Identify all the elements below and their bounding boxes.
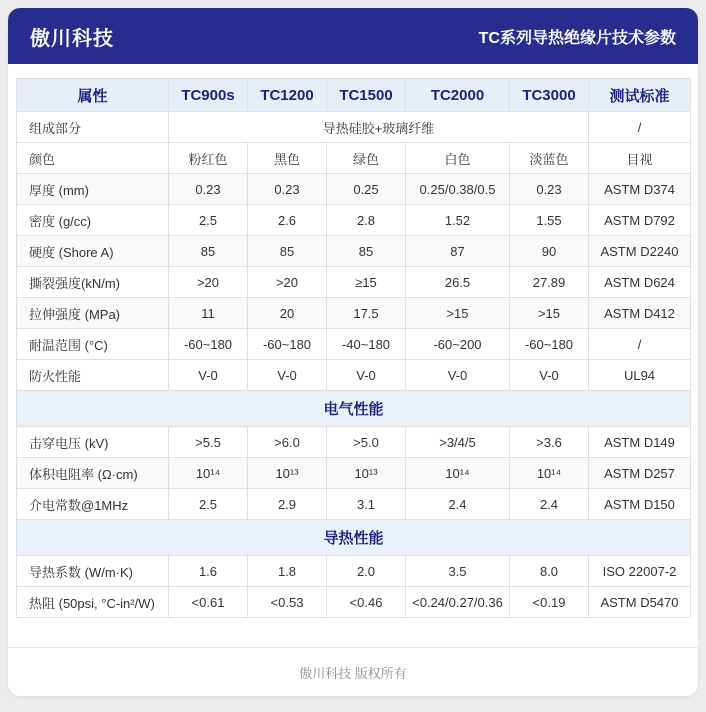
table-row-breakdown-voltage bbox=[17, 427, 691, 458]
value-cell: 淡蓝色 bbox=[510, 143, 589, 174]
table-row-color bbox=[17, 143, 691, 174]
table-row-volume-resistivity bbox=[17, 458, 691, 489]
value-cell: 17.5 bbox=[327, 298, 406, 329]
table-row-flame-rating bbox=[17, 360, 691, 391]
spec-table bbox=[16, 78, 691, 618]
value-cell: 8.0 bbox=[510, 556, 589, 587]
value-cell: 2.5 bbox=[169, 205, 248, 236]
value-cell: <0.19 bbox=[510, 587, 589, 618]
value-cell: 黑色 bbox=[248, 143, 327, 174]
value-cell: 20 bbox=[248, 298, 327, 329]
row-label: 导热系数 (W/m·K) bbox=[17, 556, 169, 587]
copyright-text: 傲川科技 版权所有 bbox=[299, 665, 407, 681]
table-row-thermal-conductivity bbox=[17, 556, 691, 587]
value-cell: >5.5 bbox=[169, 427, 248, 458]
value-cell: 10¹³ bbox=[327, 458, 406, 489]
standard-cell: UL94 bbox=[589, 360, 691, 391]
value-cell: 10¹⁴ bbox=[510, 458, 589, 489]
value-cell: 10¹³ bbox=[248, 458, 327, 489]
value-cell: V-0 bbox=[327, 360, 406, 391]
value-cell: 3.5 bbox=[406, 556, 510, 587]
column-header-tc2000: TC2000 bbox=[406, 79, 510, 112]
value-cell: 0.23 bbox=[169, 174, 248, 205]
value-cell: 2.4 bbox=[406, 489, 510, 520]
value-cell: V-0 bbox=[169, 360, 248, 391]
value-cell: 1.52 bbox=[406, 205, 510, 236]
value-cell: -60~180 bbox=[510, 329, 589, 360]
value-cell: 2.6 bbox=[248, 205, 327, 236]
row-label: 拉伸强度 (MPa) bbox=[17, 298, 169, 329]
value-cell: 绿色 bbox=[327, 143, 406, 174]
value-cell: >6.0 bbox=[248, 427, 327, 458]
footer bbox=[8, 647, 698, 696]
value-cell: 2.4 bbox=[510, 489, 589, 520]
brand-title: 傲川科技 bbox=[30, 27, 114, 50]
value-cell: 85 bbox=[169, 236, 248, 267]
row-label: 厚度 (mm) bbox=[17, 174, 169, 205]
value-cell: -60~180 bbox=[169, 329, 248, 360]
value-cell: -60~180 bbox=[248, 329, 327, 360]
header-bar bbox=[8, 8, 698, 64]
value-cell: 26.5 bbox=[406, 267, 510, 298]
standard-cell: ASTM D257 bbox=[589, 458, 691, 489]
row-label: 撕裂强度(kN/m) bbox=[17, 267, 169, 298]
value-cell: V-0 bbox=[248, 360, 327, 391]
section-title: 导热性能 bbox=[17, 520, 691, 556]
value-cell: 1.6 bbox=[169, 556, 248, 587]
page-title: TC系列导热绝缘片技术参数 bbox=[478, 29, 676, 47]
table-header-row bbox=[17, 79, 691, 112]
value-cell: 27.89 bbox=[510, 267, 589, 298]
value-cell: 2.5 bbox=[169, 489, 248, 520]
value-cell: 1.8 bbox=[248, 556, 327, 587]
value-cell: <0.46 bbox=[327, 587, 406, 618]
column-header-tc1200: TC1200 bbox=[248, 79, 327, 112]
standard-cell: ASTM D2240 bbox=[589, 236, 691, 267]
value-cell: >3.6 bbox=[510, 427, 589, 458]
value-cell: V-0 bbox=[510, 360, 589, 391]
value-cell: 0.23 bbox=[510, 174, 589, 205]
merged-cell: 导热硅胶+玻璃纤维 bbox=[169, 112, 589, 143]
standard-cell: ISO 22007-2 bbox=[589, 556, 691, 587]
value-cell: 11 bbox=[169, 298, 248, 329]
value-cell: 85 bbox=[327, 236, 406, 267]
table-row-dielectric-constant bbox=[17, 489, 691, 520]
standard-cell: ASTM D149 bbox=[589, 427, 691, 458]
value-cell: >3/4/5 bbox=[406, 427, 510, 458]
column-header-tc3000: TC3000 bbox=[510, 79, 589, 112]
table-row-thickness bbox=[17, 174, 691, 205]
value-cell: >15 bbox=[406, 298, 510, 329]
section-header-thermal bbox=[17, 520, 691, 556]
standard-cell: ASTM D150 bbox=[589, 489, 691, 520]
row-label: 耐温范围 (°C) bbox=[17, 329, 169, 360]
value-cell: 2.8 bbox=[327, 205, 406, 236]
table-row-density bbox=[17, 205, 691, 236]
column-header-tc1500: TC1500 bbox=[327, 79, 406, 112]
value-cell: >5.0 bbox=[327, 427, 406, 458]
value-cell: 3.1 bbox=[327, 489, 406, 520]
table-container bbox=[8, 64, 698, 618]
standard-cell: ASTM D792 bbox=[589, 205, 691, 236]
row-label: 硬度 (Shore A) bbox=[17, 236, 169, 267]
value-cell: 白色 bbox=[406, 143, 510, 174]
row-label: 组成部分 bbox=[17, 112, 169, 143]
table-row-composition bbox=[17, 112, 691, 143]
standard-cell: 目视 bbox=[589, 143, 691, 174]
standard-cell: / bbox=[589, 329, 691, 360]
value-cell: 2.0 bbox=[327, 556, 406, 587]
value-cell: V-0 bbox=[406, 360, 510, 391]
value-cell: 0.23 bbox=[248, 174, 327, 205]
value-cell: <0.24/0.27/0.36 bbox=[406, 587, 510, 618]
value-cell: 85 bbox=[248, 236, 327, 267]
value-cell: >20 bbox=[248, 267, 327, 298]
value-cell: <0.53 bbox=[248, 587, 327, 618]
value-cell: -60~200 bbox=[406, 329, 510, 360]
value-cell: -40~180 bbox=[327, 329, 406, 360]
spec-card bbox=[8, 8, 698, 696]
value-cell: 0.25 bbox=[327, 174, 406, 205]
column-header-tc900s: TC900s bbox=[169, 79, 248, 112]
value-cell: 0.25/0.38/0.5 bbox=[406, 174, 510, 205]
value-cell: <0.61 bbox=[169, 587, 248, 618]
row-label: 击穿电压 (kV) bbox=[17, 427, 169, 458]
row-label: 颜色 bbox=[17, 143, 169, 174]
value-cell: 10¹⁴ bbox=[169, 458, 248, 489]
column-header-attribute: 属性 bbox=[17, 79, 169, 112]
value-cell: 1.55 bbox=[510, 205, 589, 236]
row-label: 介电常数@1MHz bbox=[17, 489, 169, 520]
value-cell: >20 bbox=[169, 267, 248, 298]
standard-cell: ASTM D412 bbox=[589, 298, 691, 329]
row-label: 热阻 (50psi, °C-in²/W) bbox=[17, 587, 169, 618]
standard-cell: / bbox=[589, 112, 691, 143]
row-label: 防火性能 bbox=[17, 360, 169, 391]
table-row-thermal-resistance bbox=[17, 587, 691, 618]
table-row-temperature-range bbox=[17, 329, 691, 360]
value-cell: 2.9 bbox=[248, 489, 327, 520]
value-cell: 87 bbox=[406, 236, 510, 267]
table-row-hardness bbox=[17, 236, 691, 267]
value-cell: ≥15 bbox=[327, 267, 406, 298]
column-header-standard: 测试标准 bbox=[589, 79, 691, 112]
standard-cell: ASTM D624 bbox=[589, 267, 691, 298]
table-row-tensile-strength bbox=[17, 298, 691, 329]
row-label: 密度 (g/cc) bbox=[17, 205, 169, 236]
value-cell: 粉红色 bbox=[169, 143, 248, 174]
standard-cell: ASTM D5470 bbox=[589, 587, 691, 618]
row-label: 体积电阻率 (Ω·cm) bbox=[17, 458, 169, 489]
section-title: 电气性能 bbox=[17, 391, 691, 427]
value-cell: 10¹⁴ bbox=[406, 458, 510, 489]
section-header-electrical bbox=[17, 391, 691, 427]
standard-cell: ASTM D374 bbox=[589, 174, 691, 205]
value-cell: >15 bbox=[510, 298, 589, 329]
table-row-tear-strength bbox=[17, 267, 691, 298]
value-cell: 90 bbox=[510, 236, 589, 267]
